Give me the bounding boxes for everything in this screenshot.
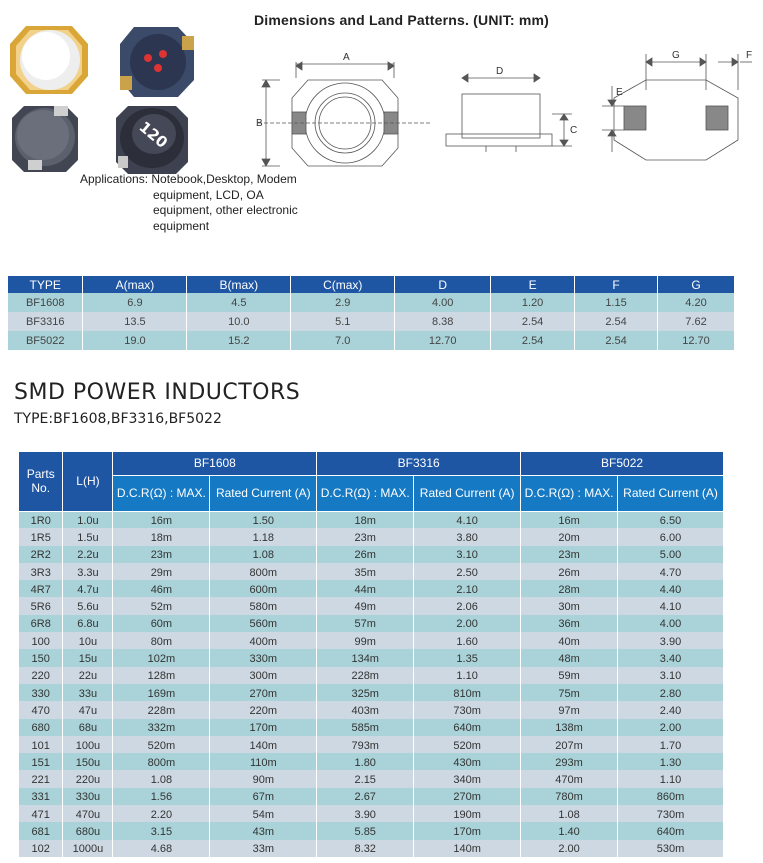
table-cell: 3.10 (618, 667, 724, 684)
table-cell: 860m (618, 788, 724, 805)
table-cell: 99m (317, 632, 414, 649)
table-cell: 220m (210, 701, 317, 718)
product-photos (0, 14, 250, 174)
table-cell: 471 (19, 805, 63, 822)
table-cell: 8.32 (317, 840, 414, 857)
table-row (19, 667, 724, 684)
table-row (19, 649, 724, 666)
table-cell: 169m (113, 684, 210, 701)
table-cell: 1.80 (317, 753, 414, 770)
dim-table-cell: 4.5 (187, 293, 291, 312)
table-cell: 2.00 (618, 719, 724, 736)
dim-table-row (8, 312, 735, 331)
table-cell: 59m (521, 667, 618, 684)
table-cell: 220u (63, 770, 113, 787)
table-cell: 2.00 (521, 840, 618, 857)
dim-header-type: TYPE (8, 276, 83, 293)
label-G: G (672, 50, 680, 61)
table-cell: 530m (618, 840, 724, 857)
table-cell: 5R6 (19, 597, 63, 614)
header-parts-no: Parts No. (19, 452, 63, 511)
table-cell: 43m (210, 822, 317, 839)
table-cell: 2.67 (317, 788, 414, 805)
table-cell: 270m (210, 684, 317, 701)
table-cell: 1.18 (210, 528, 317, 545)
table-cell: 138m (521, 719, 618, 736)
table-cell: 228m (113, 701, 210, 718)
header-group-bf5022: BF5022 (521, 452, 724, 475)
table-cell: 793m (317, 736, 414, 753)
applications-text (80, 172, 298, 234)
inductor-photo-marked (114, 102, 190, 178)
inductor-photo-side (10, 104, 80, 174)
dim-table-cell: BF3316 (8, 312, 83, 331)
table-cell: 1.5u (63, 528, 113, 545)
table-cell: 52m (113, 597, 210, 614)
table-cell: 1.10 (618, 770, 724, 787)
table-cell: 585m (317, 719, 414, 736)
applications-line-1: Applications: Notebook,Desktop, Modem (80, 172, 297, 186)
table-cell: 3.10 (414, 546, 521, 563)
dim-table-cell: BF5022 (8, 331, 83, 350)
table-cell: 29m (113, 563, 210, 580)
label-B: B (256, 118, 263, 129)
table-row (19, 840, 724, 857)
table-cell: 221 (19, 770, 63, 787)
table-cell: 780m (521, 788, 618, 805)
table-cell: 470 (19, 701, 63, 718)
table-cell: 640m (414, 719, 521, 736)
table-cell: 220 (19, 667, 63, 684)
table-row (19, 546, 724, 563)
header-current-bf1608: Rated Current (A) (210, 475, 317, 511)
table-cell: 151 (19, 753, 63, 770)
dim-table-cell: 7.62 (657, 312, 734, 331)
table-cell: 228m (317, 667, 414, 684)
table-cell: 681 (19, 822, 63, 839)
header-dcr-bf1608: D.C.R(Ω) : MAX. (113, 475, 210, 511)
table-row (19, 701, 724, 718)
inductor-photo-top-white (8, 24, 90, 96)
table-cell: 170m (414, 822, 521, 839)
table-cell: 1.60 (414, 632, 521, 649)
dim-header-c: C(max) (291, 276, 395, 293)
table-cell: 330 (19, 684, 63, 701)
dim-table-cell: 7.0 (291, 331, 395, 350)
table-cell: 3.15 (113, 822, 210, 839)
table-cell: 330m (210, 649, 317, 666)
table-cell: 1000u (63, 840, 113, 857)
table-cell: 150 (19, 649, 63, 666)
table-cell: 49m (317, 597, 414, 614)
table-cell: 22u (63, 667, 113, 684)
table-cell: 1R0 (19, 511, 63, 528)
dim-table-cell: 10.0 (187, 312, 291, 331)
table-cell: 2.50 (414, 563, 521, 580)
table-cell: 6.8u (63, 615, 113, 632)
table-cell: 293m (521, 753, 618, 770)
table-cell: 101 (19, 736, 63, 753)
table-cell: 10u (63, 632, 113, 649)
table-cell: 1.08 (521, 805, 618, 822)
dim-table-cell: BF1608 (8, 293, 83, 312)
table-cell: 2.2u (63, 546, 113, 563)
dim-header-d: D (395, 276, 491, 293)
table-cell: 28m (521, 580, 618, 597)
table-cell: 4.7u (63, 580, 113, 597)
table-cell: 4.10 (618, 597, 724, 614)
dim-table-cell: 8.38 (395, 312, 491, 331)
table-cell: 640m (618, 822, 724, 839)
table-cell: 97m (521, 701, 618, 718)
table-cell: 4R7 (19, 580, 63, 597)
table-row (19, 753, 724, 770)
table-cell: 68u (63, 719, 113, 736)
table-cell: 48m (521, 649, 618, 666)
label-A: A (343, 52, 350, 63)
table-cell: 470u (63, 805, 113, 822)
table-cell: 2.00 (414, 615, 521, 632)
table-cell: 36m (521, 615, 618, 632)
table-cell: 67m (210, 788, 317, 805)
table-cell: 90m (210, 770, 317, 787)
table-cell: 520m (113, 736, 210, 753)
table-row (19, 788, 724, 805)
table-cell: 2.15 (317, 770, 414, 787)
table-cell: 26m (521, 563, 618, 580)
table-cell: 18m (113, 528, 210, 545)
header-group-bf3316: BF3316 (317, 452, 521, 475)
header-dcr-bf5022: D.C.R(Ω) : MAX. (521, 475, 618, 511)
applications-line-3: equipment, other electronic (153, 203, 298, 217)
table-cell: 16m (521, 511, 618, 528)
table-cell: 1.10 (414, 667, 521, 684)
table-cell: 1.56 (113, 788, 210, 805)
dim-table-cell: 12.70 (657, 331, 734, 350)
table-cell: 26m (317, 546, 414, 563)
dim-table-cell: 6.9 (83, 293, 187, 312)
table-cell: 80m (113, 632, 210, 649)
table-cell: 4.00 (618, 615, 724, 632)
table-cell: 403m (317, 701, 414, 718)
land-pattern-drawing (602, 54, 752, 160)
table-cell: 5.00 (618, 546, 724, 563)
table-cell: 40m (521, 632, 618, 649)
dim-header-e: E (491, 276, 575, 293)
table-cell: 35m (317, 563, 414, 580)
table-cell: 57m (317, 615, 414, 632)
dim-table-cell: 2.54 (575, 312, 658, 331)
table-cell: 23m (521, 546, 618, 563)
table-cell: 2.06 (414, 597, 521, 614)
header-current-bf5022: Rated Current (A) (618, 475, 724, 511)
dim-table-cell: 12.70 (395, 331, 491, 350)
table-cell: 2.80 (618, 684, 724, 701)
table-cell: 470m (521, 770, 618, 787)
table-cell: 102m (113, 649, 210, 666)
header-inductance: L(H) (63, 452, 113, 511)
spec-table (19, 452, 724, 857)
inductor-marking-text: 120 (135, 117, 172, 152)
table-row (19, 615, 724, 632)
table-row (19, 822, 724, 839)
table-cell: 1.40 (521, 822, 618, 839)
table-cell: 1.35 (414, 649, 521, 666)
table-cell: 100u (63, 736, 113, 753)
table-cell: 600m (210, 580, 317, 597)
table-cell: 4.70 (618, 563, 724, 580)
section-title: SMD POWER INDUCTORS (14, 380, 301, 405)
table-row (19, 805, 724, 822)
table-cell: 3R3 (19, 563, 63, 580)
dim-header-f: F (575, 276, 658, 293)
table-cell: 1.70 (618, 736, 724, 753)
applications-line-2: equipment, LCD, OA (153, 187, 264, 202)
table-cell: 150u (63, 753, 113, 770)
table-cell: 18m (317, 511, 414, 528)
table-cell: 207m (521, 736, 618, 753)
table-cell: 810m (414, 684, 521, 701)
table-row (19, 632, 724, 649)
table-cell: 332m (113, 719, 210, 736)
table-cell: 140m (210, 736, 317, 753)
table-cell: 54m (210, 805, 317, 822)
table-cell: 330u (63, 788, 113, 805)
dim-table-cell: 2.54 (575, 331, 658, 350)
dim-table-cell: 15.2 (187, 331, 291, 350)
table-cell: 140m (414, 840, 521, 857)
dim-table-cell: 19.0 (83, 331, 187, 350)
dimension-drawings (240, 40, 763, 170)
table-cell: 730m (618, 805, 724, 822)
header-group-bf1608: BF1608 (113, 452, 317, 475)
table-cell: 5.6u (63, 597, 113, 614)
table-cell: 2.40 (618, 701, 724, 718)
top-view-drawing (258, 62, 432, 166)
inductor-photo-bottom-pads (118, 24, 196, 100)
table-cell: 1R5 (19, 528, 63, 545)
label-E: E (616, 87, 623, 98)
label-C: C (570, 125, 578, 136)
label-D: D (496, 66, 504, 77)
table-cell: 44m (317, 580, 414, 597)
table-cell: 325m (317, 684, 414, 701)
dim-table-row (8, 331, 735, 350)
table-cell: 170m (210, 719, 317, 736)
table-cell: 102 (19, 840, 63, 857)
table-cell: 560m (210, 615, 317, 632)
dimensions-table (8, 276, 735, 350)
dim-table-cell: 2.9 (291, 293, 395, 312)
dim-header-a: A(max) (83, 276, 187, 293)
label-F: F (746, 50, 753, 61)
table-row (19, 684, 724, 701)
table-cell: 4.10 (414, 511, 521, 528)
table-cell: 20m (521, 528, 618, 545)
table-cell: 6R8 (19, 615, 63, 632)
dim-table-cell: 1.15 (575, 293, 658, 312)
table-cell: 5.85 (317, 822, 414, 839)
table-cell: 6.50 (618, 511, 724, 528)
table-cell: 1.08 (113, 770, 210, 787)
dim-table-cell: 1.20 (491, 293, 575, 312)
table-cell: 1.0u (63, 511, 113, 528)
table-cell: 300m (210, 667, 317, 684)
section-subtitle: TYPE:BF1608,BF3316,BF5022 (14, 411, 222, 427)
table-cell: 340m (414, 770, 521, 787)
dim-header-b: B(max) (187, 276, 291, 293)
table-cell: 3.80 (414, 528, 521, 545)
table-cell: 100 (19, 632, 63, 649)
table-cell: 520m (414, 736, 521, 753)
dim-table-cell: 4.00 (395, 293, 491, 312)
table-cell: 270m (414, 788, 521, 805)
table-cell: 430m (414, 753, 521, 770)
table-cell: 23m (317, 528, 414, 545)
header-current-bf3316: Rated Current (A) (414, 475, 521, 511)
table-cell: 800m (210, 563, 317, 580)
applications-line-4: equipment (153, 218, 210, 233)
dim-table-cell: 2.54 (491, 312, 575, 331)
table-cell: 46m (113, 580, 210, 597)
table-cell: 580m (210, 597, 317, 614)
dim-table-cell: 2.54 (491, 331, 575, 350)
dim-table-cell: 4.20 (657, 293, 734, 312)
table-cell: 6.00 (618, 528, 724, 545)
table-row (19, 528, 724, 545)
table-cell: 3.90 (317, 805, 414, 822)
table-row (19, 511, 724, 528)
table-cell: 680 (19, 719, 63, 736)
table-cell: 23m (113, 546, 210, 563)
dimensions-table-body (8, 293, 735, 350)
table-cell: 16m (113, 511, 210, 528)
table-cell: 60m (113, 615, 210, 632)
spec-table-body (19, 511, 724, 857)
table-cell: 2.20 (113, 805, 210, 822)
table-cell: 331 (19, 788, 63, 805)
dim-table-cell: 5.1 (291, 312, 395, 331)
table-cell: 4.68 (113, 840, 210, 857)
table-cell: 134m (317, 649, 414, 666)
table-cell: 190m (414, 805, 521, 822)
table-cell: 15u (63, 649, 113, 666)
table-cell: 4.40 (618, 580, 724, 597)
table-cell: 33u (63, 684, 113, 701)
table-cell: 1.08 (210, 546, 317, 563)
table-cell: 33m (210, 840, 317, 857)
table-cell: 128m (113, 667, 210, 684)
table-cell: 75m (521, 684, 618, 701)
table-cell: 800m (113, 753, 210, 770)
table-row (19, 736, 724, 753)
table-cell: 1.50 (210, 511, 317, 528)
dim-header-g: G (657, 276, 734, 293)
dim-table-cell: 13.5 (83, 312, 187, 331)
table-cell: 680u (63, 822, 113, 839)
table-cell: 110m (210, 753, 317, 770)
table-row (19, 719, 724, 736)
dimensions-title: Dimensions and Land Patterns. (UNIT: mm) (254, 12, 550, 28)
table-cell: 2R2 (19, 546, 63, 563)
table-row (19, 580, 724, 597)
table-cell: 3.90 (618, 632, 724, 649)
table-cell: 2.10 (414, 580, 521, 597)
table-row (19, 597, 724, 614)
table-cell: 1.30 (618, 753, 724, 770)
side-view-drawing (446, 74, 572, 152)
table-row (19, 563, 724, 580)
table-cell: 3.40 (618, 649, 724, 666)
table-cell: 30m (521, 597, 618, 614)
dim-table-row (8, 293, 735, 312)
header-dcr-bf3316: D.C.R(Ω) : MAX. (317, 475, 414, 511)
table-row (19, 770, 724, 787)
table-cell: 3.3u (63, 563, 113, 580)
table-cell: 400m (210, 632, 317, 649)
table-cell: 47u (63, 701, 113, 718)
table-cell: 730m (414, 701, 521, 718)
